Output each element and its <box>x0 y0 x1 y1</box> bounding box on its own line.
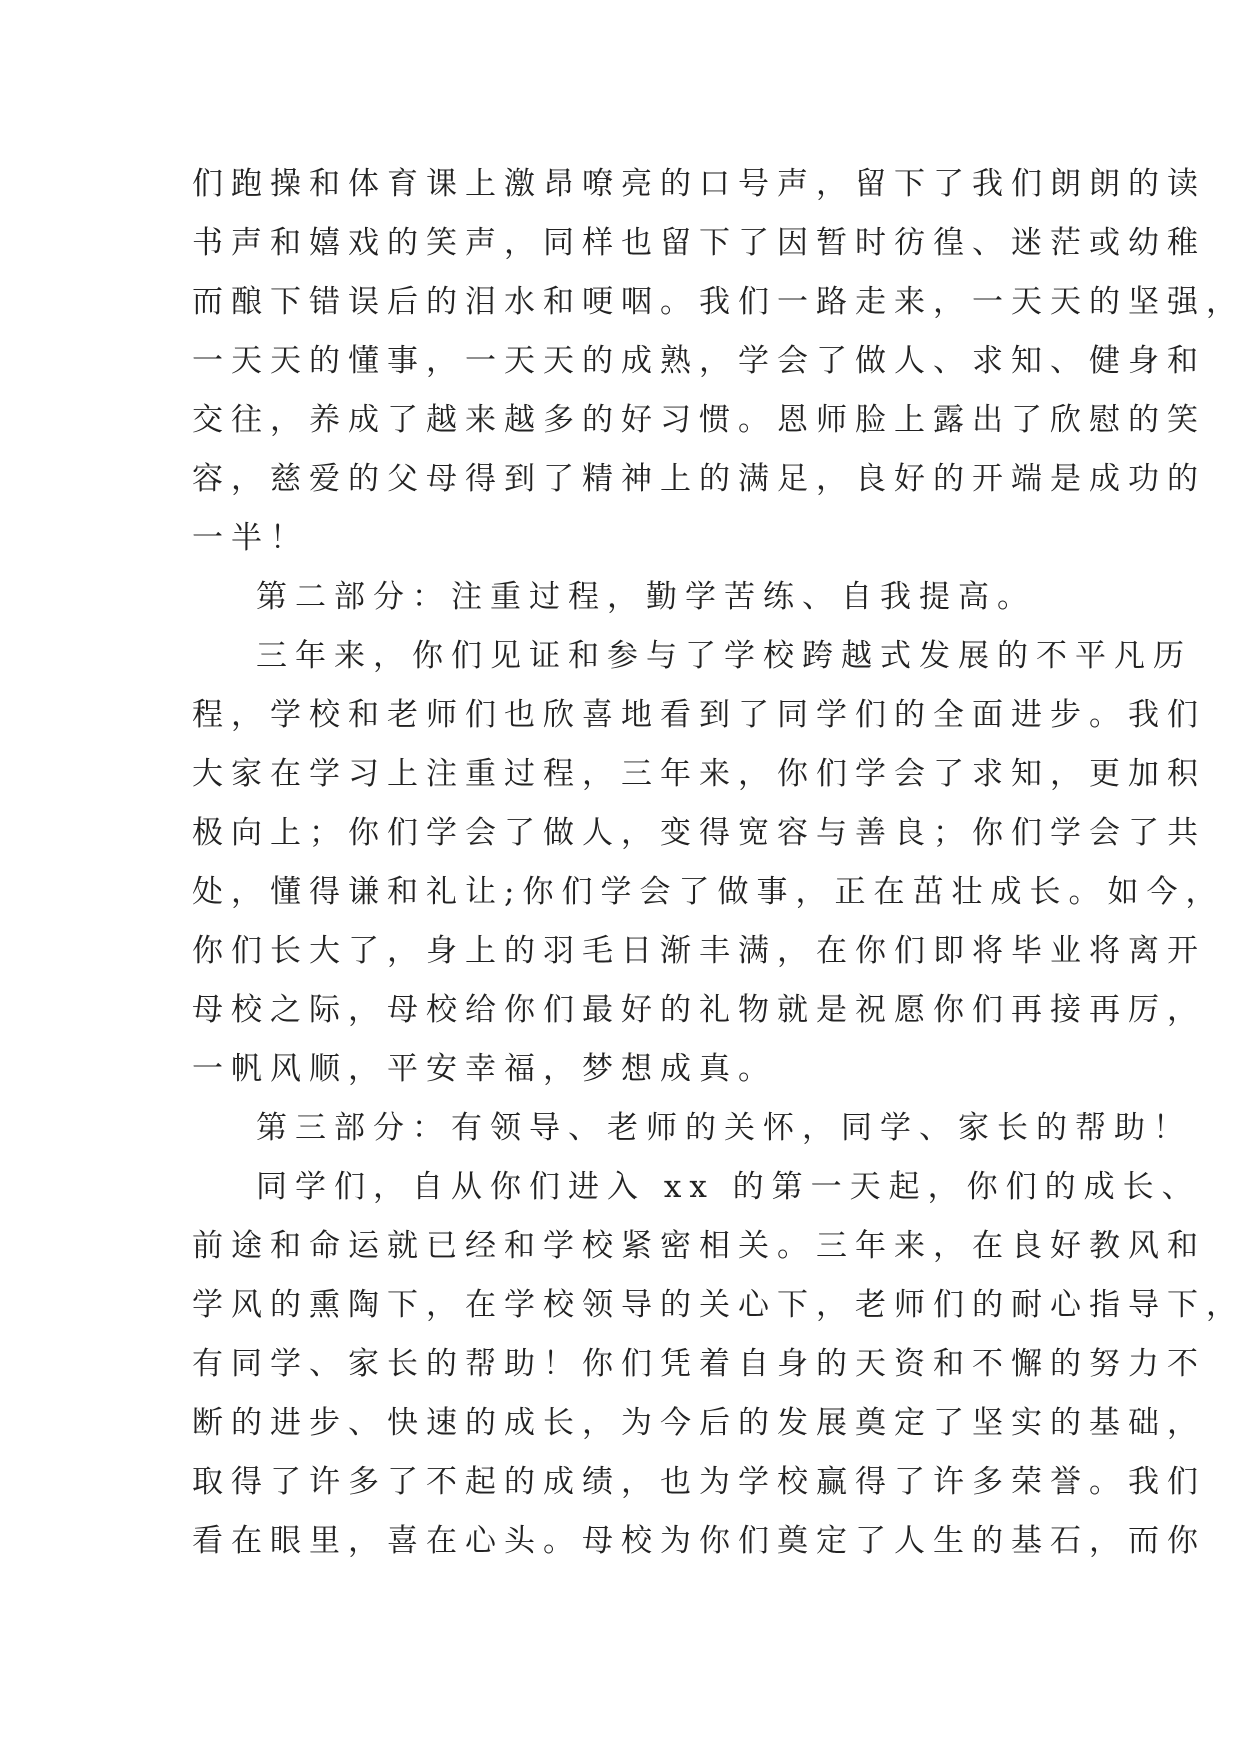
paragraph-first-line: 第三部分：有领导、老师的关怀，同学、家长的帮助！ <box>256 1110 1192 1146</box>
text-line: 一半！ <box>192 520 309 556</box>
document-body <box>192 155 1245 1571</box>
text-line: 一帆风顺，平安幸福，梦想成真。 <box>192 1051 777 1087</box>
text-line: 你们长大了，身上的羽毛日渐丰满，在你们即将毕业将离开 <box>192 933 1206 969</box>
paragraph-first-line: 第二部分：注重过程，勤学苦练、自我提高。 <box>256 579 1036 615</box>
text-line: 而酿下错误后的泪水和哽咽。我们一路走来，一天天的坚强， <box>192 284 1245 320</box>
text-line: 一天天的懂事，一天天的成熟，学会了做人、求知、健身和 <box>192 343 1206 379</box>
text-line: 书声和嬉戏的笑声，同样也留下了因暂时彷徨、迷茫或幼稚 <box>192 225 1206 261</box>
text-line: 处，懂得谦和礼让;你们学会了做事，正在茁壮成长。如今， <box>192 874 1225 910</box>
paragraph-first-line: 三年来，你们见证和参与了学校跨越式发展的不平凡历 <box>256 638 1192 674</box>
text-line: 极向上；你们学会了做人，变得宽容与善良；你们学会了共 <box>192 815 1206 851</box>
text-line: 前途和命运就已经和学校紧密相关。三年来，在良好教风和 <box>192 1228 1206 1264</box>
paragraph-first-line: 同学们，自从你们进入 xx 的第一天起，你们的成长、 <box>256 1169 1201 1205</box>
text-line: 们跑操和体育课上激昂嘹亮的口号声，留下了我们朗朗的读 <box>192 166 1206 202</box>
text-line: 学风的熏陶下，在学校领导的关心下，老师们的耐心指导下， <box>192 1287 1245 1323</box>
text-line: 程，学校和老师们也欣喜地看到了同学们的全面进步。我们 <box>192 697 1206 733</box>
text-line: 大家在学习上注重过程，三年来，你们学会了求知，更加积 <box>192 756 1206 792</box>
text-line: 看在眼里，喜在心头。母校为你们奠定了人生的基石，而你 <box>192 1523 1206 1559</box>
text-line: 母校之际，母校给你们最好的礼物就是祝愿你们再接再厉， <box>192 992 1206 1028</box>
text-line: 有同学、家长的帮助！你们凭着自身的天资和不懈的努力不 <box>192 1346 1206 1382</box>
text-line: 容，慈爱的父母得到了精神上的满足，良好的开端是成功的 <box>192 461 1206 497</box>
text-line: 交往，养成了越来越多的好习惯。恩师脸上露出了欣慰的笑 <box>192 402 1206 438</box>
text-line: 取得了许多了不起的成绩，也为学校赢得了许多荣誉。我们 <box>192 1464 1206 1500</box>
text-line: 断的进步、快速的成长，为今后的发展奠定了坚实的基础， <box>192 1405 1206 1441</box>
